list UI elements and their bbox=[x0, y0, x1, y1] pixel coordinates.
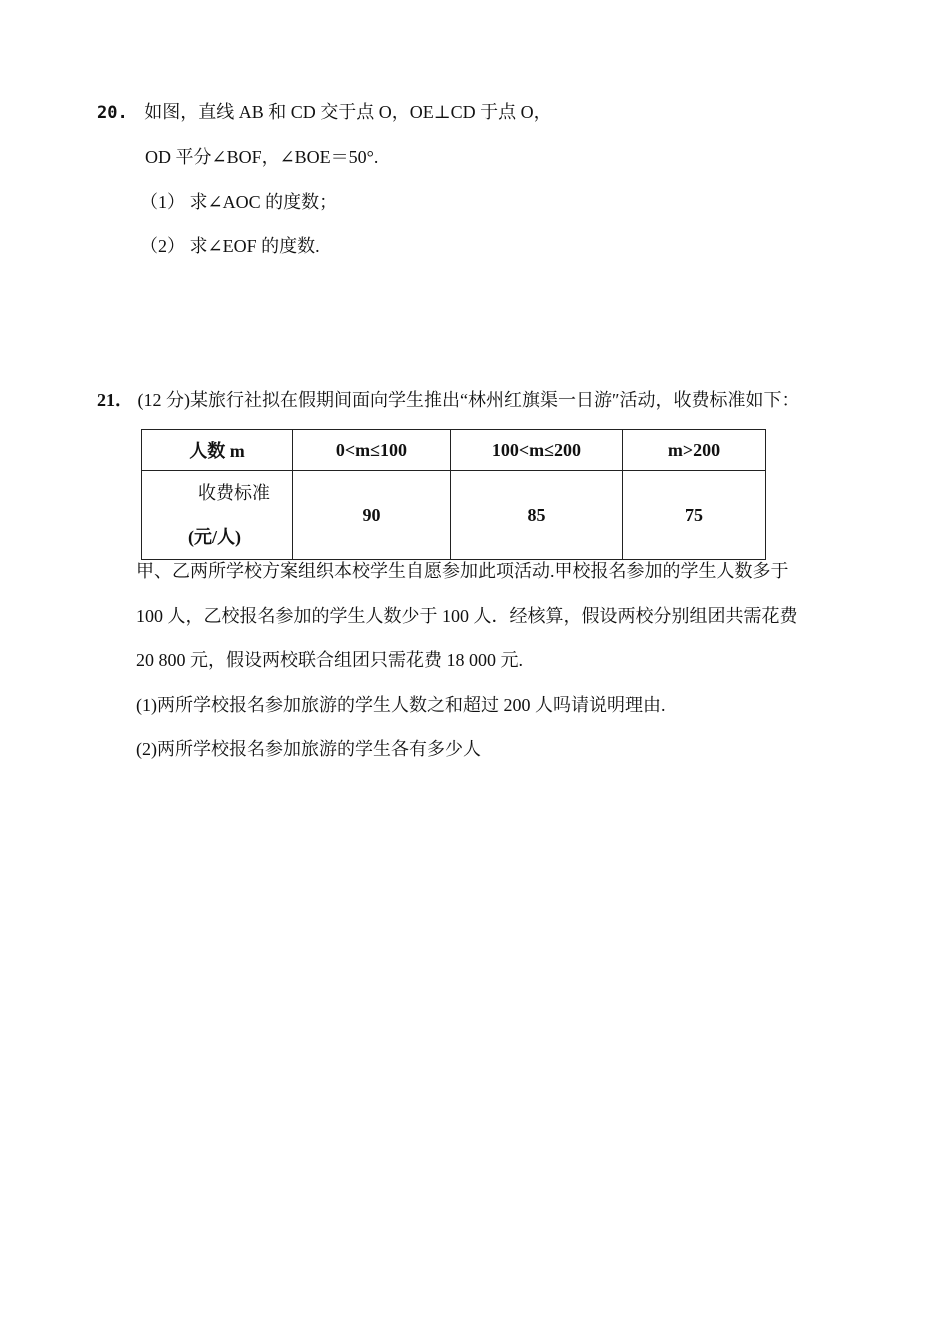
question-20-line2: OD 平分∠BOF，∠BOE＝50°. bbox=[145, 147, 379, 167]
question-20-line1 bbox=[97, 98, 552, 124]
value-cell-range3: 75 bbox=[623, 471, 766, 560]
header-cell-people: 人数 m bbox=[142, 430, 293, 471]
question-20-number: 20. bbox=[97, 103, 128, 123]
question-21-para2: 100 人，乙校报名参加的学生人数少于 100 人．经核算，假设两校分别组团共需花费 bbox=[136, 606, 798, 626]
question-20-part2: （2） 求∠EOF 的度数. bbox=[140, 236, 320, 256]
fee-table-value-row bbox=[142, 471, 766, 560]
header-cell-range1: 0<m≤100 bbox=[293, 430, 451, 471]
value-cell-range2: 85 bbox=[451, 471, 623, 560]
question-20-stem: 如图，直线 AB 和 CD 交于点 O，OE⊥CD 于点 O， bbox=[144, 102, 552, 122]
question-21-sub2: (2)两所学校报名参加旅游的学生各有多少人 bbox=[136, 739, 481, 759]
fee-table-header-row bbox=[142, 430, 766, 471]
question-21-sub1: (1)两所学校报名参加旅游的学生人数之和超过 200 人吗请说明理由. bbox=[136, 695, 666, 715]
value-cell-range1: 90 bbox=[293, 471, 451, 560]
fee-table bbox=[141, 429, 766, 560]
question-21-para3: 20 800 元，假设两校联合组团只需花费 18 000 元. bbox=[136, 650, 523, 670]
header-cell-range2: 100<m≤200 bbox=[451, 430, 623, 471]
question-21-intro-line bbox=[97, 386, 799, 412]
question-21-number: 21． bbox=[97, 390, 133, 410]
question-21-intro: (12 分)某旅行社拟在假期间面向学生推出“林州红旗渠一日游″活动，收费标准如下： bbox=[137, 390, 800, 410]
row-label-line2: (元/人) bbox=[188, 527, 241, 547]
question-21-para1: 甲、乙两所学校方案组织本校学生自愿参加此项活动.甲校报名参加的学生人数多于 bbox=[136, 561, 789, 581]
header-cell-range3: m>200 bbox=[623, 430, 766, 471]
row-label-cell bbox=[142, 471, 293, 560]
question-20-part1: （1） 求∠AOC 的度数； bbox=[140, 192, 338, 212]
row-label-line1: 收费标准 bbox=[198, 483, 270, 503]
